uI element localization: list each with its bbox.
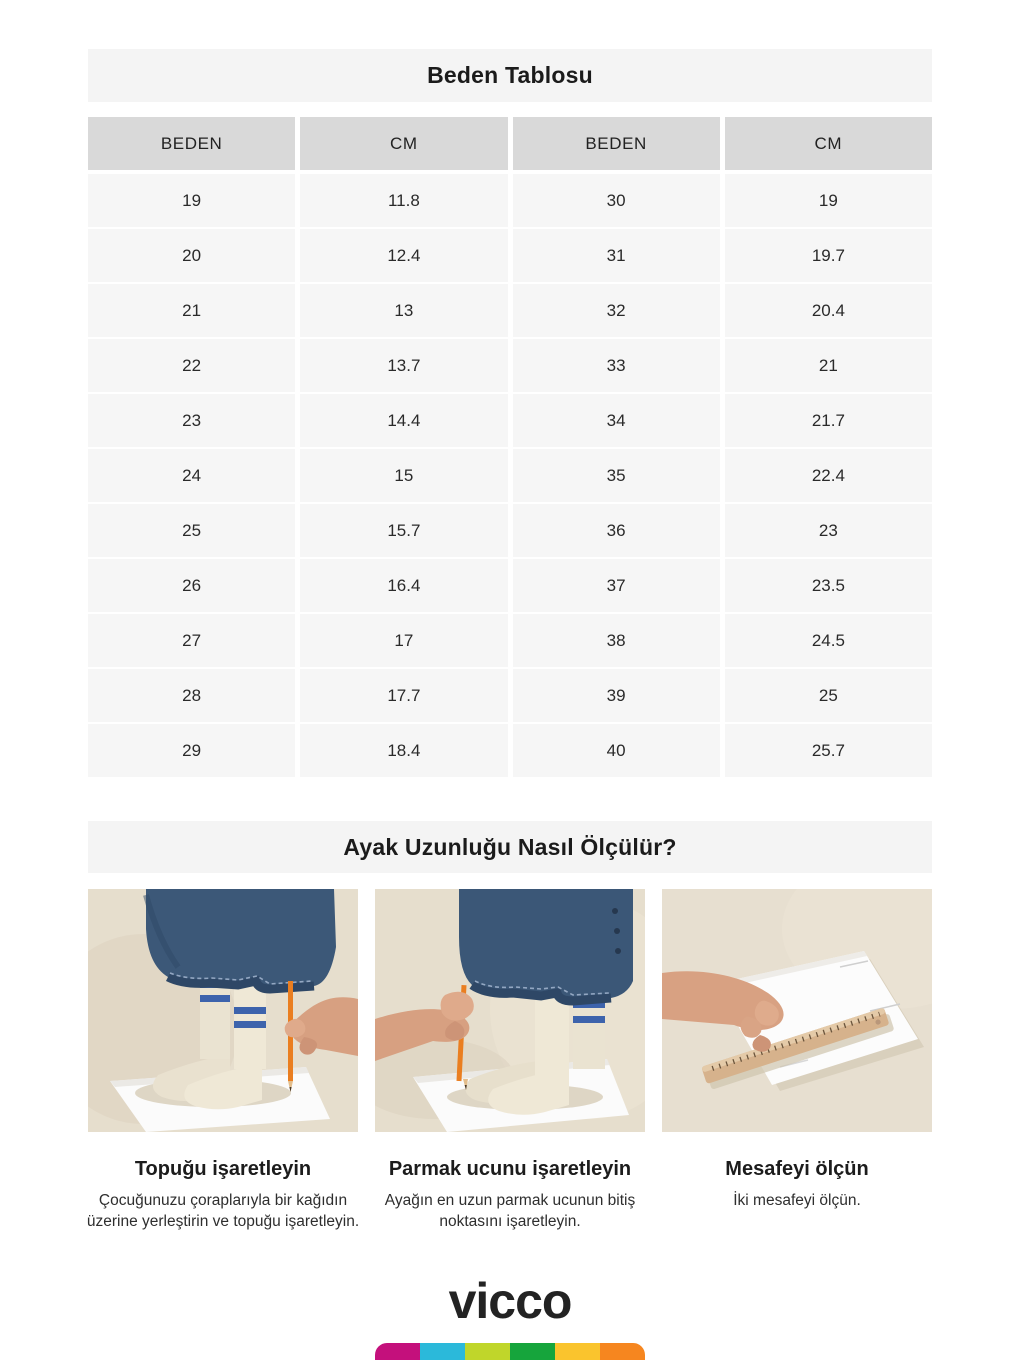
howto-step-2 <box>375 889 645 1233</box>
howto-step-3 <box>662 889 932 1233</box>
size-table-cell: 17 <box>300 614 507 667</box>
size-table-row <box>88 229 932 282</box>
size-table-cell: 15 <box>300 449 507 502</box>
step-description: İki mesafeyi ölçün. <box>733 1192 861 1209</box>
size-table-cell: 38 <box>513 614 720 667</box>
size-table-title: Beden Tablosu <box>427 62 593 88</box>
logo-color-bar-segment <box>600 1343 645 1360</box>
step-title: Mesafeyi ölçün <box>725 1158 869 1180</box>
size-table-cell: 19 <box>88 174 295 227</box>
size-table-row <box>88 614 932 667</box>
size-table-cell: 16.4 <box>300 559 507 612</box>
size-table-cell: 28 <box>88 669 295 722</box>
step-2-photo-pencil-at-toe <box>375 889 645 1132</box>
size-table-cell: 25 <box>88 504 295 557</box>
size-table-cell: 23 <box>88 394 295 447</box>
size-table-header-cell: BEDEN <box>88 117 295 170</box>
jeans <box>146 889 336 989</box>
size-table <box>88 117 932 777</box>
size-table-cell: 24 <box>88 449 295 502</box>
size-table-cell: 32 <box>513 284 720 337</box>
size-table-cell: 24.5 <box>725 614 932 667</box>
size-table-cell: 21 <box>88 284 295 337</box>
size-table-cell: 19.7 <box>725 229 932 282</box>
size-table-cell: 33 <box>513 339 720 392</box>
size-table-cell: 35 <box>513 449 720 502</box>
size-table-row <box>88 724 932 777</box>
size-table-cell: 34 <box>513 394 720 447</box>
logo-color-bar-segment <box>465 1343 510 1360</box>
size-table-cell: 25 <box>725 669 932 722</box>
size-table-cell: 39 <box>513 669 720 722</box>
size-table-row <box>88 174 932 227</box>
size-table-cell: 27 <box>88 614 295 667</box>
size-table-cell: 26 <box>88 559 295 612</box>
logo-color-bar-segment <box>510 1343 555 1360</box>
size-table-cell: 36 <box>513 504 720 557</box>
logo-color-bar-segment <box>555 1343 600 1360</box>
step-description: Çocuğunuzu çoraplarıyla bir kağıdın üzerine yerleştirin ve topuğu işaretleyin. <box>86 1192 360 1231</box>
size-table-cell: 22.4 <box>725 449 932 502</box>
size-table-cell: 23.5 <box>725 559 932 612</box>
size-table-row <box>88 504 932 557</box>
size-table-cell: 21.7 <box>725 394 932 447</box>
size-table-cell: 17.7 <box>300 669 507 722</box>
size-table-row <box>88 394 932 447</box>
size-table-cell: 19 <box>725 174 932 227</box>
logo-color-bar-segment <box>375 1343 420 1360</box>
size-table-cell: 30 <box>513 174 720 227</box>
size-table-cell: 21 <box>725 339 932 392</box>
howto-steps <box>88 889 932 1233</box>
size-table-cell: 20 <box>88 229 295 282</box>
size-table-body <box>88 174 932 777</box>
size-table-row <box>88 339 932 392</box>
size-table-cell: 22 <box>88 339 295 392</box>
size-table-cell: 18.4 <box>300 724 507 777</box>
howto-banner <box>88 821 932 873</box>
size-table-header-cell: CM <box>300 117 507 170</box>
size-table-header-cell: CM <box>725 117 932 170</box>
brand-footer <box>0 1273 1020 1329</box>
step-1-photo-feet-on-paper-pencil-heel <box>88 889 358 1132</box>
size-table-banner <box>88 49 932 102</box>
right-sock <box>234 983 266 1069</box>
step-description: Ayağın en uzun parmak ucunun bitiş noktasını işaretleyin. <box>384 1192 636 1231</box>
step-title: Parmak ucunu işaretleyin <box>388 1158 632 1180</box>
size-table-row <box>88 284 932 337</box>
size-table-cell: 13 <box>300 284 507 337</box>
size-table-row <box>88 449 932 502</box>
howto-title: Ayak Uzunluğu Nasıl Ölçülür? <box>343 833 677 860</box>
size-table-row <box>88 669 932 722</box>
size-table-cell: 20.4 <box>725 284 932 337</box>
size-table-header-cell: BEDEN <box>513 117 720 170</box>
size-table-cell: 29 <box>88 724 295 777</box>
size-table-cell: 13.7 <box>300 339 507 392</box>
logo-color-bar <box>375 1343 645 1360</box>
step-3-photo-ruler-on-paper <box>662 889 932 1132</box>
size-table-cell: 12.4 <box>300 229 507 282</box>
size-table-cell: 25.7 <box>725 724 932 777</box>
size-table-header-row <box>88 117 932 170</box>
vicco-logo: vicco <box>448 1273 572 1329</box>
size-table-cell: 31 <box>513 229 720 282</box>
size-table-row <box>88 559 932 612</box>
size-table-cell: 15.7 <box>300 504 507 557</box>
size-table-cell: 11.8 <box>300 174 507 227</box>
size-table-cell: 14.4 <box>300 394 507 447</box>
step-title: Topuğu işaretleyin <box>134 1158 312 1180</box>
size-table-cell: 40 <box>513 724 720 777</box>
logo-color-bar-segment <box>420 1343 465 1360</box>
size-table-cell: 37 <box>513 559 720 612</box>
howto-step-1 <box>88 889 358 1233</box>
size-table-cell: 23 <box>725 504 932 557</box>
